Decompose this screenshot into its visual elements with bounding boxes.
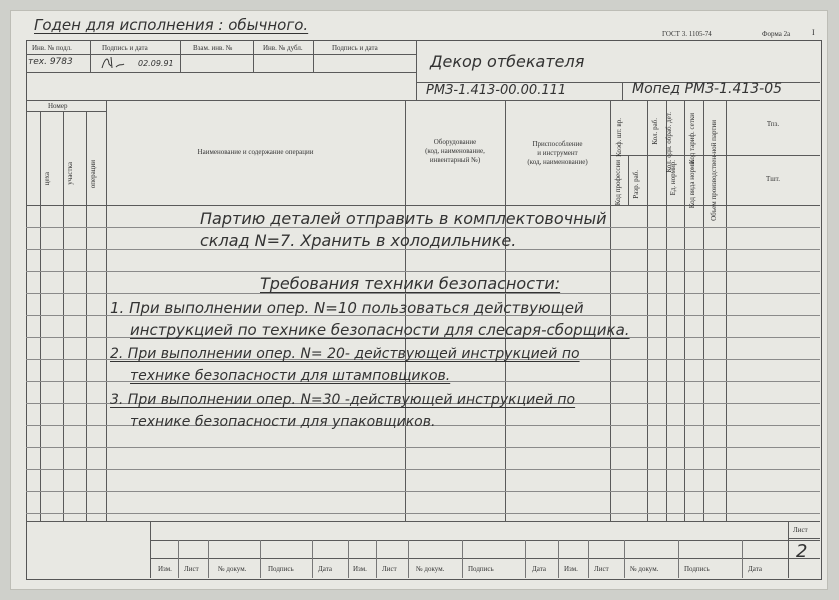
col-uchastka: участка <box>66 162 74 185</box>
col-oborudovanie: Оборудование (код, наименование, инвентарный №) <box>425 138 485 164</box>
body-line-7: технике безопасности для штамповщиков. <box>130 368 451 384</box>
rev-label-data-1: Дата <box>318 565 332 573</box>
sheet-number: 2 <box>796 541 808 562</box>
gost-label: ГОСТ 3. 1105-74 <box>662 30 712 38</box>
stamp-header-sign: Подпись и дата <box>102 44 148 52</box>
body-line-2: склад N=7. Хранить в холодильнике. <box>200 231 517 250</box>
body-safety-title: Требования техники безопасности: <box>260 274 561 293</box>
rev-label-izm-3: Изм. <box>564 565 578 573</box>
col-naimenovanie: Наименование и содержание операции <box>197 148 314 156</box>
rev-label-list-3: Лист <box>594 565 609 573</box>
approval-note: Годен для исполнения : обычного. <box>34 16 309 34</box>
stamp-header-vzam: Взам. инв. № <box>193 44 233 52</box>
col-obem: Объем производствен-ной партии <box>710 120 718 221</box>
stamp-header-inv: Инв. № подл. <box>32 44 72 52</box>
rev-label-podpis-2: Подпись <box>468 565 494 573</box>
col-ed-norm: Ед. нормир. <box>669 160 677 196</box>
body-line-9: технике безопасности для упаковщиков. <box>130 414 436 430</box>
col-operatsii: операции <box>89 160 97 189</box>
rev-label-data-2: Дата <box>532 565 546 573</box>
col-kol-odn: Кол. одн. обраб. дет. <box>665 112 673 173</box>
rev-label-izm-1: Изм. <box>158 565 172 573</box>
document-name: Декор отбекателя <box>430 52 585 71</box>
revision-labels-row <box>150 558 788 578</box>
document-sheet <box>10 10 828 590</box>
corner-mark: I <box>812 28 815 37</box>
body-line-6: 2. При выполнении опер. N= 20- действующей инструкцией по <box>110 346 580 362</box>
body-line-8: 3. При выполнении опер. N=30 -действующей инструкцией по <box>110 392 576 408</box>
col-koef: Коэф. шт. вр. <box>615 118 623 157</box>
rev-label-list-2: Лист <box>382 565 397 573</box>
rev-label-data-3: Дата <box>748 565 762 573</box>
stamp-header-sign2: Подпись и дата <box>332 44 378 52</box>
body-line-1: Партию деталей отправить в комплектовочный <box>200 209 607 228</box>
sheet-label: Лист <box>793 526 808 534</box>
rev-label-list-1: Лист <box>184 565 199 573</box>
rev-label-podpis-3: Подпись <box>684 565 710 573</box>
col-razr-rab: Разр. раб. <box>632 170 640 199</box>
col-tpz: Тпз. <box>766 120 780 128</box>
document-designation: РМЗ-1.413-00.00.111 <box>426 83 567 98</box>
col-kod-tarif: Код тариф. сетки <box>688 113 696 164</box>
col-prisposoblenie: Приспособление и инструмент (код, наименование) <box>527 140 588 166</box>
rev-label-dokum-3: № докум. <box>630 565 659 573</box>
rev-label-dokum-2: № докум. <box>416 565 445 573</box>
product-name: Мопед РМЗ-1.413-05 <box>632 81 783 97</box>
rev-label-dokum-1: № докум. <box>218 565 247 573</box>
col-kod-vida-normy: Код вида нормы <box>688 160 696 209</box>
col-tsht: Тшт. <box>766 175 780 183</box>
form-label: Форма 2а <box>762 30 791 38</box>
stamp-header-dubl: Инв. № дубл. <box>263 44 303 52</box>
col-tseha: цеха <box>43 172 51 186</box>
col-kod-professii: Код профессии <box>614 160 622 206</box>
inv-number: тех. 9783 <box>28 57 73 67</box>
body-line-4: 1. При выполнении опер. N=10 пользоваться действующей <box>110 299 584 317</box>
signature-date: 02.09.91 <box>138 59 174 68</box>
rev-label-podpis-1: Подпись <box>268 565 294 573</box>
rev-label-izm-2: Изм. <box>353 565 367 573</box>
col-kol-rab: Кол. раб. <box>651 118 659 145</box>
body-line-5: инструкцией по технике безопасности для слесаря-сборщика. <box>130 321 630 339</box>
col-nomer: Номер <box>48 102 68 110</box>
